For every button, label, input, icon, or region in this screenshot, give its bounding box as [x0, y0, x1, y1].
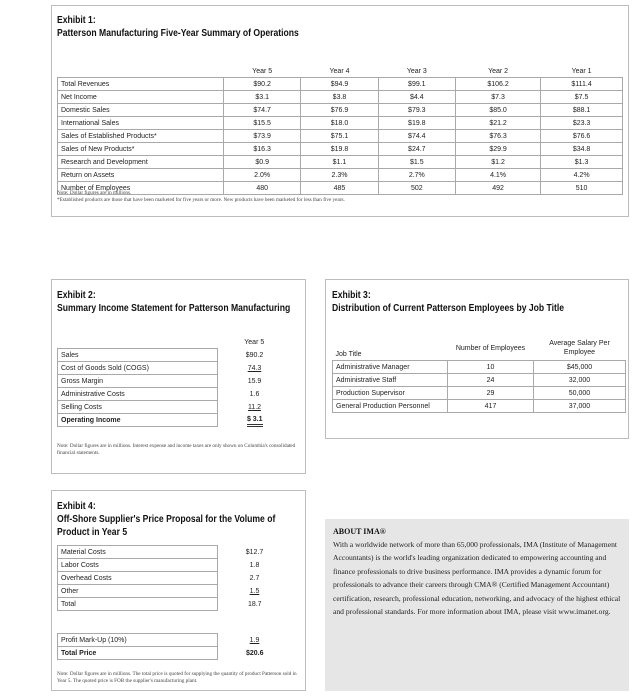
exhibit4-body: [58, 546, 292, 611]
exhibit3-title: Distribution of Current Patterson Employees by Job Title: [332, 303, 565, 314]
cell-value: $15.5: [224, 117, 301, 130]
column-header: Year 5: [252, 67, 273, 75]
exhibit4-markup-table: [57, 633, 292, 660]
table-row: [58, 598, 292, 611]
row-label: Selling Costs: [58, 401, 218, 414]
total-price-value: $20.6: [245, 649, 264, 657]
cell-value: 11.2: [247, 403, 262, 411]
exhibit3-header-count: Number of Employees: [455, 344, 526, 352]
cell-value: 1.8: [249, 561, 260, 569]
cell-value: $3.8: [301, 91, 378, 104]
table-row: [58, 91, 623, 104]
cell-value: $73.9: [224, 130, 301, 143]
cell-value: $4.4: [378, 91, 455, 104]
exhibit4-note: Note: Dollar figures are in millions. The total price is quoted for supplying the quantity of product Patterson sold in Year 5. The quoted price is FOB the supplier's manufacturing plant.: [57, 671, 297, 684]
row-label: Number of Employees: [58, 182, 224, 195]
row-label: Total Revenues: [58, 78, 224, 91]
table-row: [58, 647, 292, 660]
value-cell: [218, 414, 292, 427]
table-row: [333, 400, 626, 413]
row-label: Net Income: [58, 91, 224, 104]
exhibit4-title-line2: Product in Year 5: [57, 527, 128, 538]
exhibit1-footnote: *Established products are those that have been marketed for five years or more. New products have been marketed for less than five years.: [57, 197, 345, 203]
row-label: Sales of New Products*: [58, 143, 224, 156]
value-cell: [218, 401, 292, 414]
markup-label: Profit Mark-Up (10%): [58, 634, 218, 647]
row-label: Administrative Costs: [58, 388, 218, 401]
cell-value: 1.5: [249, 587, 260, 595]
about-ima-body: With a worldwide network of more than 65,000 professionals, IMA (Institute of Management Accountants) is the world's leading organization dedicated to empowering accounting and finance professionals to drive business performance. IMA provides a dynamic forum for professionals to advance their careers through CMA® (Certified Management Accountant) certification, research, professional education, networking, and advocacy of the highest ethical and professional standards. For more information about IMA, please visit www.imanet.org.: [333, 540, 621, 617]
exhibit3-table: [332, 336, 626, 413]
column-header: Year 3: [406, 67, 427, 75]
employee-count: 24: [448, 374, 534, 387]
table-row: [58, 78, 623, 91]
cell-value: $106.2: [455, 78, 540, 91]
table-row: [333, 374, 626, 387]
average-salary: 37,000: [534, 400, 626, 413]
employee-count: 417: [448, 400, 534, 413]
cell-value: $76.3: [455, 130, 540, 143]
exhibit1-label: Exhibit 1:: [57, 15, 96, 26]
exhibit3-body: [333, 361, 626, 413]
cell-value: $90.2: [224, 78, 301, 91]
exhibit3-panel: [325, 279, 629, 439]
exhibit1-table: [57, 65, 623, 195]
cell-value: $21.2: [455, 117, 540, 130]
employee-count: 29: [448, 387, 534, 400]
table-row: [58, 130, 623, 143]
cell-value: $23.3: [541, 117, 623, 130]
cell-value: 2.3%: [301, 169, 378, 182]
cell-value: $0.9: [224, 156, 301, 169]
average-salary: $45,000: [534, 361, 626, 374]
row-label: Overhead Costs: [58, 572, 218, 585]
cell-value: $76.6: [541, 130, 623, 143]
about-ima-heading: ABOUT IMA®: [333, 527, 386, 536]
exhibit3-label: Exhibit 3:: [332, 290, 371, 301]
cell-value: 485: [301, 182, 378, 195]
row-label: International Sales: [58, 117, 224, 130]
exhibit4-title-line1: Off-Shore Supplier's Price Proposal for the Volume of: [57, 514, 276, 525]
value-cell: [218, 559, 292, 572]
exhibit2-year-header: Year 5: [244, 338, 265, 346]
table-row: [58, 143, 623, 156]
cell-value: $18.0: [301, 117, 378, 130]
cell-value: $16.3: [224, 143, 301, 156]
cell-value: $1.2: [455, 156, 540, 169]
cell-value: 15.9: [247, 377, 262, 385]
job-title: Administrative Manager: [333, 361, 448, 374]
cell-value: $29.9: [455, 143, 540, 156]
exhibit1-note: Note: Dollar figures are in millions.: [57, 190, 132, 196]
value-cell: [218, 585, 292, 598]
job-title: General Production Personnel: [333, 400, 448, 413]
table-row: [58, 388, 292, 401]
table-row: [58, 546, 292, 559]
table-row: [58, 585, 292, 598]
exhibit2-label: Exhibit 2:: [57, 290, 96, 301]
cell-value: 2.7: [249, 574, 260, 582]
value-cell: [218, 375, 292, 388]
value-cell: [218, 388, 292, 401]
cell-value: 2.7%: [378, 169, 455, 182]
table-row: [58, 559, 292, 572]
table-row: [58, 169, 623, 182]
row-label: Cost of Goods Sold (COGS): [58, 362, 218, 375]
table-row: [58, 104, 623, 117]
about-ima-panel: [325, 519, 629, 691]
cell-value: 4.1%: [455, 169, 540, 182]
row-label: Gross Margin: [58, 375, 218, 388]
average-salary: 50,000: [534, 387, 626, 400]
cell-value: $88.1: [541, 104, 623, 117]
cell-value: $90.2: [245, 351, 264, 359]
cell-value: $1.1: [301, 156, 378, 169]
row-label: Sales: [58, 349, 218, 362]
table-row: [58, 572, 292, 585]
exhibit3-header-salary: Average Salary Per Employee: [549, 340, 610, 356]
table-row: [58, 156, 623, 169]
column-header: Year 2: [488, 67, 509, 75]
table-row: [58, 401, 292, 414]
table-row: [58, 117, 623, 130]
cell-value: 1.6: [249, 390, 260, 398]
exhibit4-panel: [51, 490, 306, 691]
cell-value: $7.5: [541, 91, 623, 104]
cell-value: 4.2%: [541, 169, 623, 182]
table-row: [58, 362, 292, 375]
row-label: Domestic Sales: [58, 104, 224, 117]
cell-value: 510: [541, 182, 623, 195]
value-cell: [218, 362, 292, 375]
cell-value: $1.5: [378, 156, 455, 169]
value-cell: [218, 349, 292, 362]
cell-value: $1.3: [541, 156, 623, 169]
cell-value: $24.7: [378, 143, 455, 156]
exhibit3-header-job-title: Job Title: [335, 351, 362, 358]
cell-value: $76.9: [301, 104, 378, 117]
cell-value: $94.9: [301, 78, 378, 91]
cell-value: $7.3: [455, 91, 540, 104]
table-row: [58, 414, 292, 427]
value-cell: [218, 546, 292, 559]
exhibit1-panel: [51, 5, 629, 217]
cell-value: 74.3: [247, 364, 262, 372]
exhibit2-panel: [51, 279, 306, 474]
cell-value: $3.1: [224, 91, 301, 104]
cell-value: 480: [224, 182, 301, 195]
table-row: [58, 634, 292, 647]
cell-value: 492: [455, 182, 540, 195]
row-label: Operating Income: [58, 414, 218, 427]
job-title: Production Supervisor: [333, 387, 448, 400]
row-label: Sales of Established Products*: [58, 130, 224, 143]
exhibit2-note: Note: Dollar figures are in millions. Interest expense and income taxes are only shown on Columbia's consolidated financial statements.: [57, 443, 296, 456]
row-label: Labor Costs: [58, 559, 218, 572]
cell-value: $85.0: [455, 104, 540, 117]
exhibit2-table: [57, 336, 292, 427]
exhibit2-body: [58, 349, 292, 427]
exhibit4-table: [57, 545, 292, 611]
cell-value: $79.3: [378, 104, 455, 117]
row-label: Other: [58, 585, 218, 598]
cell-value: $ 3.1: [247, 415, 263, 427]
cell-value: $99.1: [378, 78, 455, 91]
table-row: [333, 387, 626, 400]
row-label: Research and Development: [58, 156, 224, 169]
markup-value: 1.9: [249, 636, 260, 644]
table-row: [333, 361, 626, 374]
exhibit4-label: Exhibit 4:: [57, 501, 96, 512]
cell-value: $34.8: [541, 143, 623, 156]
cell-value: $74.7: [224, 104, 301, 117]
cell-value: $19.8: [378, 117, 455, 130]
row-label: Return on Assets: [58, 169, 224, 182]
exhibit1-header-blank: [58, 65, 224, 78]
cell-value: 2.0%: [224, 169, 301, 182]
table-row: [58, 349, 292, 362]
cell-value: 18.7: [247, 600, 262, 608]
cell-value: $74.4: [378, 130, 455, 143]
average-salary: 32,000: [534, 374, 626, 387]
cell-value: 502: [378, 182, 455, 195]
exhibit2-title: Summary Income Statement for Patterson Manufacturing: [57, 303, 291, 314]
cell-value: $75.1: [301, 130, 378, 143]
row-label: Total: [58, 598, 218, 611]
exhibit1-title: Patterson Manufacturing Five-Year Summary of Operations: [57, 28, 299, 39]
cell-value: $111.4: [541, 78, 623, 91]
value-cell: [218, 598, 292, 611]
exhibit1-header-row: [58, 65, 623, 78]
column-header: Year 1: [571, 67, 592, 75]
exhibit1-body: [58, 78, 623, 195]
table-row: [58, 375, 292, 388]
row-label: Material Costs: [58, 546, 218, 559]
cell-value: $19.8: [301, 143, 378, 156]
employee-count: 10: [448, 361, 534, 374]
value-cell: [218, 572, 292, 585]
job-title: Administrative Staff: [333, 374, 448, 387]
column-header: Year 4: [329, 67, 350, 75]
total-price-label: Total Price: [58, 647, 218, 660]
cell-value: $12.7: [245, 548, 264, 556]
